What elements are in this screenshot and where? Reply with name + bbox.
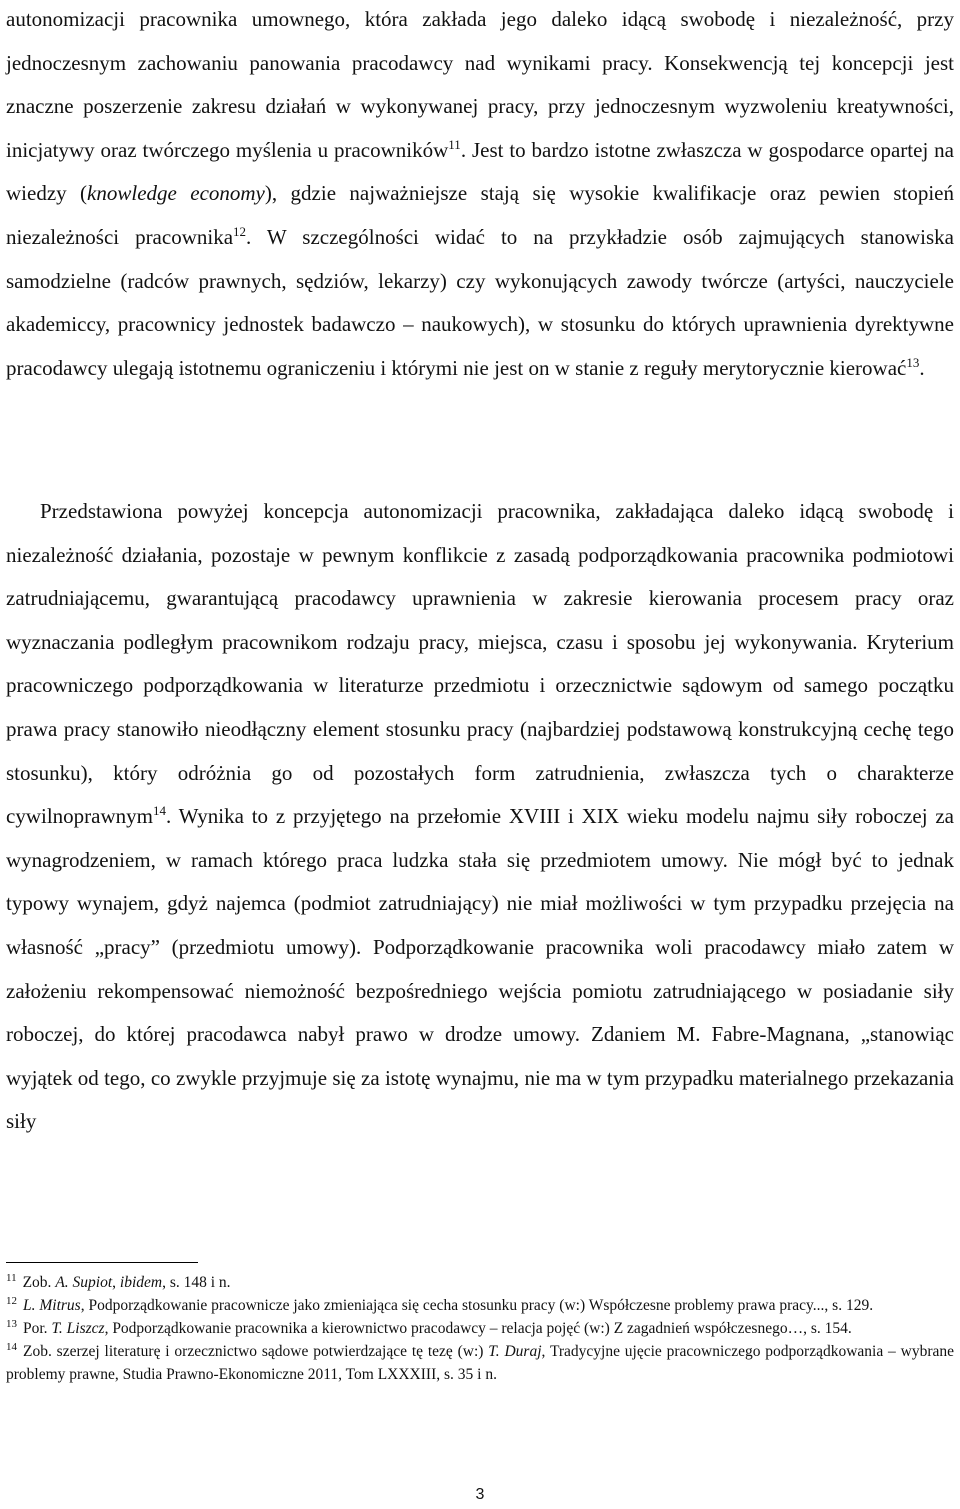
paragraph-text: Przedstawiona powyżej koncepcja autonomizacji pracownika, zakładająca daleko idącą swobodę i niezależność działania, pozostaje w pewnym konflikcie z zasadą podporządkowania pracownika podmiotowi zatrudniającemu, gwarantującą pracodawcy uprawnienia w zakresie kierowania procesem pracy oraz wyznaczania podległym pracownikom rodzaju pracy, miejsca, czasu i sposobu jej wykonywania. Kryterium pracowniczego podporządkowania w literaturze przedmiotu i orzecznictwie sądowym od samego początku prawa pracy stanowiło nieodłączny element stosunku pracy (najbardziej podstawową konstrukcyjną cechę tego stosunku), który odróżnia go od pozostałych form zatrudnienia, zwłaszcza tych o charakterze cywilnoprawnym [6,499,954,829]
footnote-author: T. Duraj [488,1343,542,1360]
footnote-text: , [112,1274,120,1291]
italic-term: knowledge economy [87,181,265,206]
footnotes [6,1271,954,1386]
footnote-author: A. Supiot [55,1274,113,1291]
footnote-text: Zob. szerzej literaturę i orzecznictwo sądowe potwierdzające tę tezę (w:) [23,1343,489,1360]
footnote-italic: ibidem [119,1274,163,1291]
body-paragraph-1 [6,0,954,390]
footnote-reference[interactable]: 13 [906,354,920,370]
footnote-author: L. Mitrus [23,1297,81,1314]
footnote-reference[interactable]: 11 [448,136,461,152]
footnote-number: 12 [6,1294,17,1307]
footnote-number: 11 [6,1271,17,1284]
footnote-separator [6,1262,198,1263]
footnote-reference[interactable]: 12 [233,223,247,239]
footnote-text: Por. [23,1320,52,1337]
page-number: 3 [475,1486,485,1503]
paragraph-text: autonomizacji pracownika umownego, która zakłada jego daleko idącą swobodę i niezależność, przy jednoczesnym zachowaniu panowania pracodawcy nad wynikami pracy. Konsekwencją tej koncepcji jest znaczne poszerzenie zakresu działań w wykonywanej pracy, przy jednoczesnym wyzwoleniu kreatywności, inicjatywy oraz twórczego myślenia u pracowników [6,7,954,162]
footnote-text: , Podporządkowanie pracownicze jako zmieniająca się cecha stosunku pracy (w:) Współczesne problemy prawa pracy..., s. 129. [80,1297,874,1314]
footnote-item [6,1271,954,1294]
footnote-text: , Tradycyjne ujęcie pracowniczego podporządkowania – wybrane problemy prawne, Studia Prawno-Ekonomiczne 2011, Tom LXXXIII, s. 35 i n. [6,1343,954,1383]
footnote-number: 13 [6,1317,17,1330]
footnote-item [6,1294,954,1317]
footnote-text: , s. 148 i n. [162,1274,231,1291]
footnote-author: T. Liszcz [51,1320,105,1337]
paragraph-text: . W szczególności widać to na przykładzie osób zajmujących stanowiska samodzielne (radców prawnych, sędziów, lekarzy) czy wykonujących zawody twórcze (artyści, nauczyciele akademiccy, pracownicy jednostek badawczo – naukowych), w stosunku do których uprawnienia dyrektywne pracodawcy ulegają istotnemu ograniczeniu i którymi nie jest on w stanie z reguły merytorycznie kierować [6,224,954,380]
footnote-item [6,1317,954,1340]
paragraph-text: ), gdzie najważniejsze stają się wysokie kwalifikacje oraz pewien stopień niezależności pracownika [6,181,955,249]
body-paragraph-2 [6,490,954,1144]
footnote-number: 14 [6,1340,17,1353]
paragraph-text: . Wynika to z przyjętego na przełomie XVIII i XIX wieku modelu najmu siły roboczej za wynagrodzeniem, w ramach którego praca ludzka stała się przedmiotem umowy. Nie mógł być to jednak typowy wynajem, gdyż najemca (podmiot zatrudniający) nie miał możliwości w tym przypadku przejęcia na własność „pracy” (przedmiotu umowy). Podporządkowanie pracownika woli pracodawcy miało zatem w założeniu rekompensować niemożność bezpośredniego wejścia pomiotu zatrudniającego w posiadanie siły roboczej, do której pracodawca nabył prawo w drodze umowy. Zdaniem M. Fabre-Magnana, „stanowiąc wyjątek od tego, co zwykle przyjmuje się za istotę wynajmu, nie ma w tym przypadku materialnego przekazania siły [6,804,954,1134]
paragraph-text: . Jest to bardzo istotne zwłaszcza w gospodarce opartej na wiedzy ( [6,137,954,206]
footnote-item [6,1340,954,1386]
paragraph-text: . [919,355,925,380]
footnote-text: Zob. [22,1274,56,1291]
footnote-text: , Podporządkowanie pracownika a kierownictwo pracodawcy – relacja pojęć (w:) Z zagadnień współczesnego…, s. 154. [104,1320,852,1337]
footnote-reference[interactable]: 14 [152,803,166,819]
